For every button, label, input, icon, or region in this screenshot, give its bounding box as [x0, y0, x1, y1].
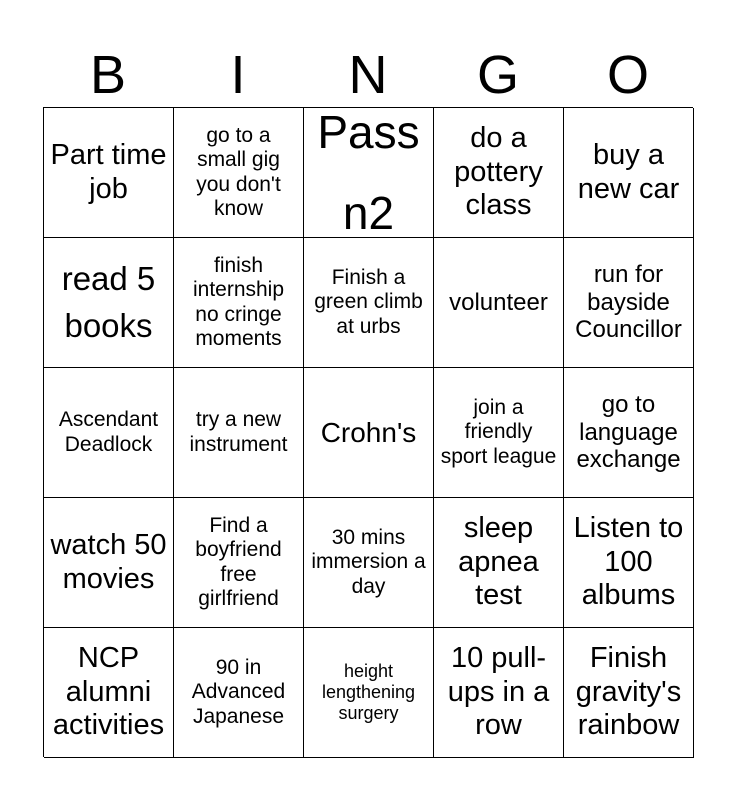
header-letter-i: I	[230, 45, 246, 105]
bingo-cell[interactable]: 10 pull-ups in a row	[434, 628, 564, 758]
bingo-grid	[43, 107, 693, 757]
bingo-cell[interactable]: read 5 books	[44, 238, 174, 368]
bingo-cell[interactable]: height lengthening surgery	[304, 628, 434, 758]
bingo-cell[interactable]: watch 50 movies	[44, 498, 174, 628]
bingo-cell[interactable]: join a friendly sport league	[434, 368, 564, 498]
bingo-cell[interactable]: buy a new car	[564, 108, 694, 238]
bingo-cell[interactable]: run for bayside Councillor	[564, 238, 694, 368]
bingo-cell[interactable]: go to language exchange	[564, 368, 694, 498]
bingo-cell[interactable]: Finish gravity's rainbow	[564, 628, 694, 758]
header-letter-b: B	[89, 45, 127, 105]
bingo-cell[interactable]: 90 in Advanced Japanese	[174, 628, 304, 758]
bingo-cell[interactable]: volunteer	[434, 238, 564, 368]
bingo-cell[interactable]: finish internship no cringe moments	[174, 238, 304, 368]
bingo-header	[43, 44, 693, 106]
bingo-cell[interactable]: Pass n2	[304, 108, 434, 238]
bingo-cell[interactable]: try a new instrument	[174, 368, 304, 498]
bingo-cell[interactable]: Finish a green climb at urbs	[304, 238, 434, 368]
header-letter-n: N	[348, 45, 388, 105]
bingo-cell[interactable]: 30 mins immersion a day	[304, 498, 434, 628]
header-letter-g: G	[476, 45, 519, 105]
bingo-cell[interactable]: go to a small gig you don't know	[174, 108, 304, 238]
bingo-cell[interactable]: Listen to 100 albums	[564, 498, 694, 628]
bingo-cell[interactable]: Crohn's	[304, 368, 434, 498]
bingo-cell[interactable]: Part time job	[44, 108, 174, 238]
bingo-cell[interactable]: Ascendant Deadlock	[44, 368, 174, 498]
bingo-cell[interactable]: NCP alumni activities	[44, 628, 174, 758]
bingo-cell[interactable]: sleep apnea test	[434, 498, 564, 628]
bingo-cell[interactable]: Find a boyfriend free girlfriend	[174, 498, 304, 628]
bingo-cell[interactable]: do a pottery class	[434, 108, 564, 238]
header-letter-o: O	[606, 45, 649, 105]
